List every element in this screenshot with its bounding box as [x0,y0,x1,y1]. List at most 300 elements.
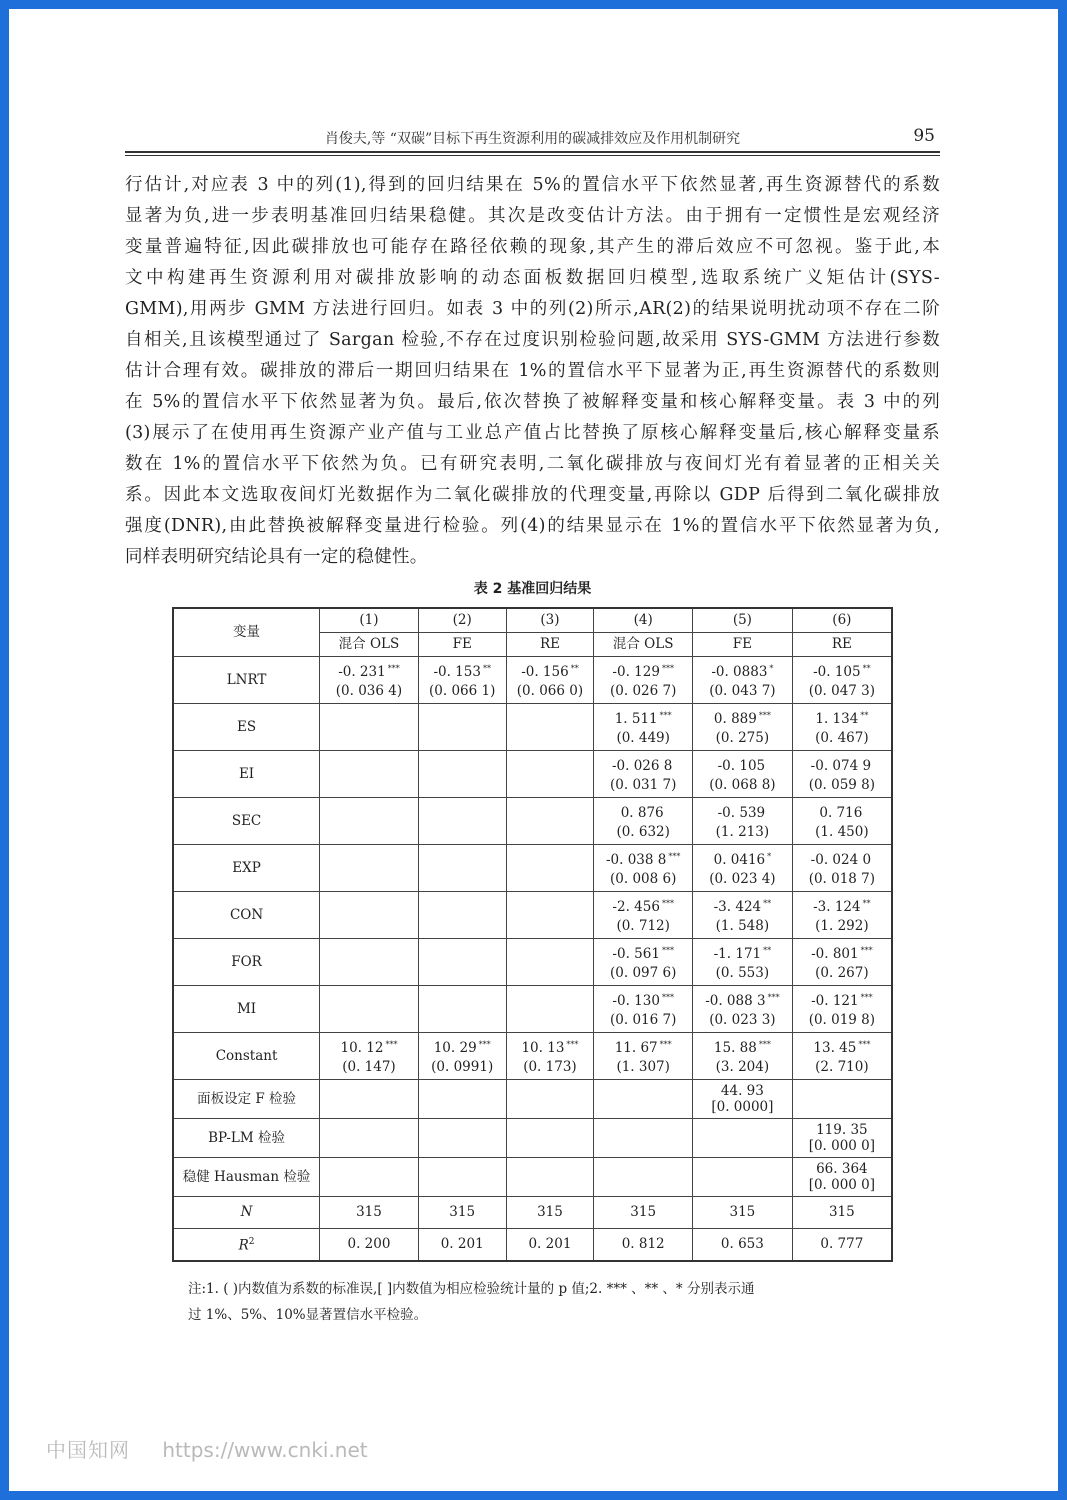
std-error: (2. 710) [815,1059,869,1075]
table-cell [320,845,419,892]
coef-value [419,939,506,962]
table-cell [506,986,594,1033]
row-variable: CON [173,892,320,939]
table-cell [792,939,892,986]
coef-value [419,704,506,727]
r2-value: 0. 201 [506,1229,594,1262]
col-number: (4) [594,608,693,633]
r2-symbol: R [238,1237,249,1254]
std-error: (1. 548) [715,918,770,934]
table-row [173,986,892,1033]
body-paragraph [125,170,940,573]
coef-value [793,798,891,821]
coef-value [594,704,692,727]
coefficient: 0. 876 [620,805,664,821]
coefficient: 0. 716 [819,805,863,821]
coefficient: 13. 45 [813,1040,857,1056]
r2-value: 0. 200 [320,1229,419,1262]
col-number: (2) [418,608,506,633]
body-line: 估计合理有效。碳排放的滞后一期回归结果在 1%的置信水平下显著为正,再生资源替代的系数则 [125,361,940,381]
std-error [320,821,418,844]
table-cell [693,1080,793,1119]
std-error [320,962,418,985]
coef-value [594,892,692,915]
std-error: (0. 712) [616,918,670,934]
test-name: BP-LM 检验 [173,1119,320,1158]
body-line: 数在 1%的置信水平下依然为负。已有研究表明,二氧化碳排放与夜间灯光有着显著的正相关关 [125,454,940,474]
body-line: 文中构建再生资源利用对碳排放影响的动态面板数据回归模型,选取系统广义矩估计(SYS- [125,268,940,288]
table-row [173,751,892,798]
n-value: 315 [693,1197,793,1229]
body-line: 同样表明研究结论具有一定的稳健性。 [125,547,428,567]
std-error: (0. 553) [715,965,770,981]
coef-value [594,939,692,962]
table-cell [506,1119,594,1158]
coef-value [693,845,792,868]
table-row [173,657,892,704]
coefficient: 11. 67 [614,1040,658,1056]
r2-row [173,1229,892,1262]
test-row [173,1119,892,1158]
body-line: 行估计,对应表 3 中的列(1),得到的回归结果在 5%的置信水平下依然显著,再生资源替代的系数 [125,175,940,195]
coef-value [320,704,418,727]
running-header [125,126,940,152]
n-value: 315 [418,1197,506,1229]
test-statistic: 44. 93 [720,1083,764,1099]
significance-stars: *** [661,899,674,908]
col-number: (5) [693,608,793,633]
significance-stars: *** [659,711,672,720]
std-error: (0. 275) [715,730,770,746]
coefficient: -3. 424 [713,899,762,915]
significance-stars: ** [570,664,579,673]
table-cell [693,939,793,986]
test-pvalue: [0. 0000] [711,1099,774,1115]
std-error: (1. 307) [616,1059,670,1075]
coefficient: 1. 511 [614,711,658,727]
coef-value [693,892,792,915]
significance-stars: *** [659,1040,672,1049]
col-method: FE [418,633,506,657]
coef-value [594,657,692,680]
table-cell [792,657,892,704]
std-error: (0. 059 8) [808,777,876,793]
n-label: N [173,1197,320,1229]
table-cell [418,1080,506,1119]
std-error: (1. 213) [715,824,770,840]
coefficient: -0. 024 0 [810,852,872,868]
coef-value [320,657,418,680]
coef-value [507,657,594,680]
table-cell [320,939,419,986]
table-row [173,1033,892,1080]
table-header-row [173,608,892,633]
coef-value [793,892,891,915]
table-cell [418,986,506,1033]
coefficient: -1. 171 [713,946,762,962]
std-error [320,868,418,891]
table-cell [792,704,892,751]
table-cell [320,1033,419,1080]
coefficient: -0. 121 [811,993,859,1009]
significance-stars: *** [767,993,780,1002]
table-cell [506,798,594,845]
table-cell [594,751,693,798]
row-variable: ES [173,704,320,751]
significance-stars: ** [763,946,772,955]
std-error [419,774,506,797]
r2-value: 0. 201 [418,1229,506,1262]
note-line-2: 过 1%、5%、10%显著置信水平检验。 [188,1307,428,1323]
coefficient: 15. 88 [713,1040,757,1056]
table-cell [594,1033,693,1080]
r2-value: 0. 777 [792,1229,892,1262]
std-error: (0. 023 3) [709,1012,776,1028]
table-cell [594,845,693,892]
table-cell [418,1158,506,1197]
coef-value [594,751,692,774]
coefficient: -0. 539 [717,805,766,821]
coefficient: -0. 130 [612,993,660,1009]
col-number: (6) [792,608,892,633]
r2-label [173,1229,320,1262]
coef-value [507,892,594,915]
coef-value [793,657,891,680]
table-cell [320,704,419,751]
table-cell [693,892,793,939]
n-value: 315 [506,1197,594,1229]
table-cell [693,1119,793,1158]
coefficient: -0. 088 3 [705,993,766,1009]
table-row [173,939,892,986]
table-row [173,845,892,892]
header-rule [125,151,940,153]
std-error: (0. 047 3) [808,683,876,699]
row-variable: EXP [173,845,320,892]
table-cell [792,1158,892,1197]
table-cell [506,892,594,939]
col-method: RE [792,633,892,657]
coef-value [594,1033,692,1056]
coefficient: -0. 129 [612,664,660,680]
body-line: 系。因此本文选取夜间灯光数据作为二氧化碳排放的代理变量,再除以 GDP 后得到二氧化碳排放 [125,485,940,505]
note-line-1: 注:1. ( )内数值为系数的标准误,[ ]内数值为相应检验统计量的 p 值;2. *** 、** 、* 分别表示通 [188,1281,755,1297]
coef-value [693,798,792,821]
std-error [507,821,594,844]
table-cell [320,986,419,1033]
std-error: (1. 450) [815,824,869,840]
table-row [173,798,892,845]
significance-stars: *** [661,946,674,955]
coefficient: 1. 134 [815,711,859,727]
std-error [419,962,506,985]
table-cell [693,986,793,1033]
coef-value [693,939,792,962]
std-error: (0. 026 7) [610,683,677,699]
significance-stars: ** [482,664,491,673]
coefficient: 10. 29 [433,1040,477,1056]
table-cell [594,1119,693,1158]
std-error [419,915,506,938]
significance-stars: *** [758,1040,771,1049]
significance-stars: *** [758,711,771,720]
table-cell [594,798,693,845]
coef-value [507,1033,594,1056]
table-cell [506,1158,594,1197]
row-variable: MI [173,986,320,1033]
table-cell [693,657,793,704]
coefficient: -0. 561 [612,946,660,962]
significance-stars: *** [387,664,400,673]
col-method: 混合 OLS [320,633,419,657]
std-error [320,727,418,750]
coef-value [693,751,792,774]
body-line: GMM),用两步 GMM 方法进行回归。如表 3 中的列(2)所示,AR(2)的结果说明扰动项不存在二阶 [125,299,940,319]
table-cell [418,1033,506,1080]
table-cell [506,1080,594,1119]
std-error: (0. 097 6) [610,965,677,981]
significance-stars: * [769,664,774,673]
table-cell [506,1033,594,1080]
std-error: (0. 036 4) [335,683,403,699]
table-cell [594,939,693,986]
coef-value [419,1033,506,1056]
std-error [507,962,594,985]
watermark-cnki-logo: 中国知网 [46,1438,130,1462]
significance-stars: *** [661,993,674,1002]
r2-superscript: 2 [248,1237,255,1248]
coef-value [793,845,891,868]
test-row [173,1080,892,1119]
coef-value [507,798,594,821]
std-error: (0. 0991) [431,1059,494,1075]
std-error [507,774,594,797]
std-error: (0. 018 7) [808,871,876,887]
coef-value [320,751,418,774]
significance-stars: ** [862,664,871,673]
r2-value: 0. 653 [693,1229,793,1262]
std-error [507,915,594,938]
coef-value [320,845,418,868]
table-cell [418,704,506,751]
table-cell [693,1033,793,1080]
coef-value [507,751,594,774]
coef-value [507,939,594,962]
table-cell [320,1119,419,1158]
col-number: (3) [506,608,594,633]
table-cell [320,751,419,798]
coef-value [693,986,792,1009]
table-cell [792,892,892,939]
table-cell [320,892,419,939]
n-value: 315 [792,1197,892,1229]
body-line: 自相关,且该模型通过了 Sargan 检验,不存在过度识别检验问题,故采用 SYS-GMM 方法进行参数 [125,330,940,350]
std-error [320,774,418,797]
table-cell [320,657,419,704]
coef-value [693,657,792,680]
coef-value [693,704,792,727]
std-error: (0. 008 6) [610,871,677,887]
row-variable: Constant [173,1033,320,1080]
coef-value [419,986,506,1009]
col-method: FE [693,633,793,657]
coefficient: 10. 12 [340,1040,384,1056]
table-var-header: 变量 [173,608,320,657]
coef-value [793,986,891,1009]
regression-table [172,607,893,1262]
row-variable: FOR [173,939,320,986]
coefficient: -0. 231 [338,664,386,680]
coef-value [793,1033,891,1056]
std-error [320,1009,418,1032]
table-cell [693,704,793,751]
table-cell [792,1119,892,1158]
coefficient: -0. 156 [521,664,569,680]
std-error: (0. 632) [616,824,670,840]
coef-value [320,1033,418,1056]
significance-stars: *** [668,852,681,861]
table-cell [594,986,693,1033]
body-line: 显著为负,进一步表明基准回归结果稳健。其次是改变估计方法。由于拥有一定惯性是宏观经济 [125,206,940,226]
row-variable: EI [173,751,320,798]
coef-value [594,798,692,821]
coef-value [594,986,692,1009]
table-cell [594,1158,693,1197]
n-row [173,1197,892,1229]
test-name: 面板设定 F 检验 [173,1080,320,1119]
body-line: 在 5%的置信水平下依然显著为负。最后,依次替换了被解释变量和核心解释变量。表 3 中的列 [125,392,940,412]
std-error: (3. 204) [715,1059,770,1075]
std-error [507,1009,594,1032]
std-error [419,1009,506,1032]
test-name: 稳健 Hausman 检验 [173,1158,320,1197]
table-cell [792,751,892,798]
std-error: (0. 016 7) [610,1012,677,1028]
coefficient: -0. 0883 [711,664,768,680]
page-number: 95 [913,126,935,146]
coefficient: -0. 105 [717,758,766,774]
n-value: 315 [594,1197,693,1229]
coef-value [419,845,506,868]
coef-value [320,892,418,915]
coef-value [793,704,891,727]
col-number: (1) [320,608,419,633]
significance-stars: *** [566,1040,579,1049]
table-cell [506,939,594,986]
watermark-url: https://www.cnki.net [162,1438,368,1462]
running-title: 肖俊夫,等 “双碳”目标下再生资源利用的碳减排效应及作用机制研究 [324,131,741,147]
significance-stars: ** [862,899,871,908]
std-error [507,868,594,891]
table-cell [320,1158,419,1197]
std-error: (0. 173) [523,1059,577,1075]
coef-value [594,845,692,868]
test-row [173,1158,892,1197]
table-cell [693,751,793,798]
coef-value [320,798,418,821]
table-cell [792,1033,892,1080]
table-cell [418,657,506,704]
coef-value [507,704,594,727]
coef-value [419,751,506,774]
table-cell [594,704,693,751]
coef-value [793,751,891,774]
table-cell [418,845,506,892]
coefficient: -0. 074 9 [810,758,872,774]
std-error: (0. 023 4) [709,871,776,887]
std-error: (0. 449) [616,730,670,746]
coefficient: -0. 038 8 [605,852,667,868]
coefficient: -2. 456 [612,899,660,915]
std-error [419,727,506,750]
table-cell [418,751,506,798]
significance-stars: ** [763,899,772,908]
r2-value: 0. 812 [594,1229,693,1262]
significance-stars: *** [858,1040,871,1049]
table-row [173,892,892,939]
coefficient: -3. 124 [813,899,861,915]
coefficient: -0. 801 [811,946,859,962]
table-row [173,704,892,751]
std-error: (0. 031 7) [610,777,677,793]
coef-value [320,939,418,962]
body-line: 强度(DNR),由此替换被解释变量进行检验。列(4)的结果显示在 1%的置信水平下依然显著为负, [125,516,940,536]
std-error: (1. 292) [815,918,869,934]
table-cell [594,892,693,939]
table-cell [693,845,793,892]
coef-value [507,845,594,868]
significance-stars: ** [860,711,869,720]
table-cell [693,798,793,845]
table-cell [418,892,506,939]
table-cell [506,657,594,704]
coef-value [419,798,506,821]
coef-value [419,892,506,915]
table-caption: 表 2 基准回归结果 [473,581,592,597]
std-error [320,915,418,938]
n-value: 315 [320,1197,419,1229]
table-note [188,1276,888,1328]
coefficient: 0. 0416 [713,852,766,868]
coef-value [507,986,594,1009]
significance-stars: * [767,852,772,861]
table-cell [792,986,892,1033]
significance-stars: *** [385,1040,398,1049]
table-cell [320,798,419,845]
coef-value [693,1033,792,1056]
std-error: (0. 267) [815,965,869,981]
significance-stars: *** [661,664,674,673]
coefficient: -0. 026 8 [611,758,673,774]
table-cell [418,939,506,986]
significance-stars: *** [860,946,873,955]
table-cell [594,657,693,704]
std-error: (0. 019 8) [808,1012,876,1028]
significance-stars: *** [478,1040,491,1049]
test-pvalue: [0. 000 0] [808,1177,876,1193]
table-cell [594,1080,693,1119]
coef-value [320,986,418,1009]
std-error: (0. 043 7) [709,683,776,699]
coef-value [419,657,506,680]
test-pvalue: [0. 000 0] [808,1138,876,1154]
table-cell [506,704,594,751]
std-error [507,727,594,750]
body-line: (3)展示了在使用再生资源产业产值与工业总产值占比替换了原核心解释变量后,核心解释变量系 [125,423,940,443]
coefficient: 0. 889 [713,711,757,727]
table-cell [418,1119,506,1158]
test-statistic: 119. 35 [816,1122,868,1138]
